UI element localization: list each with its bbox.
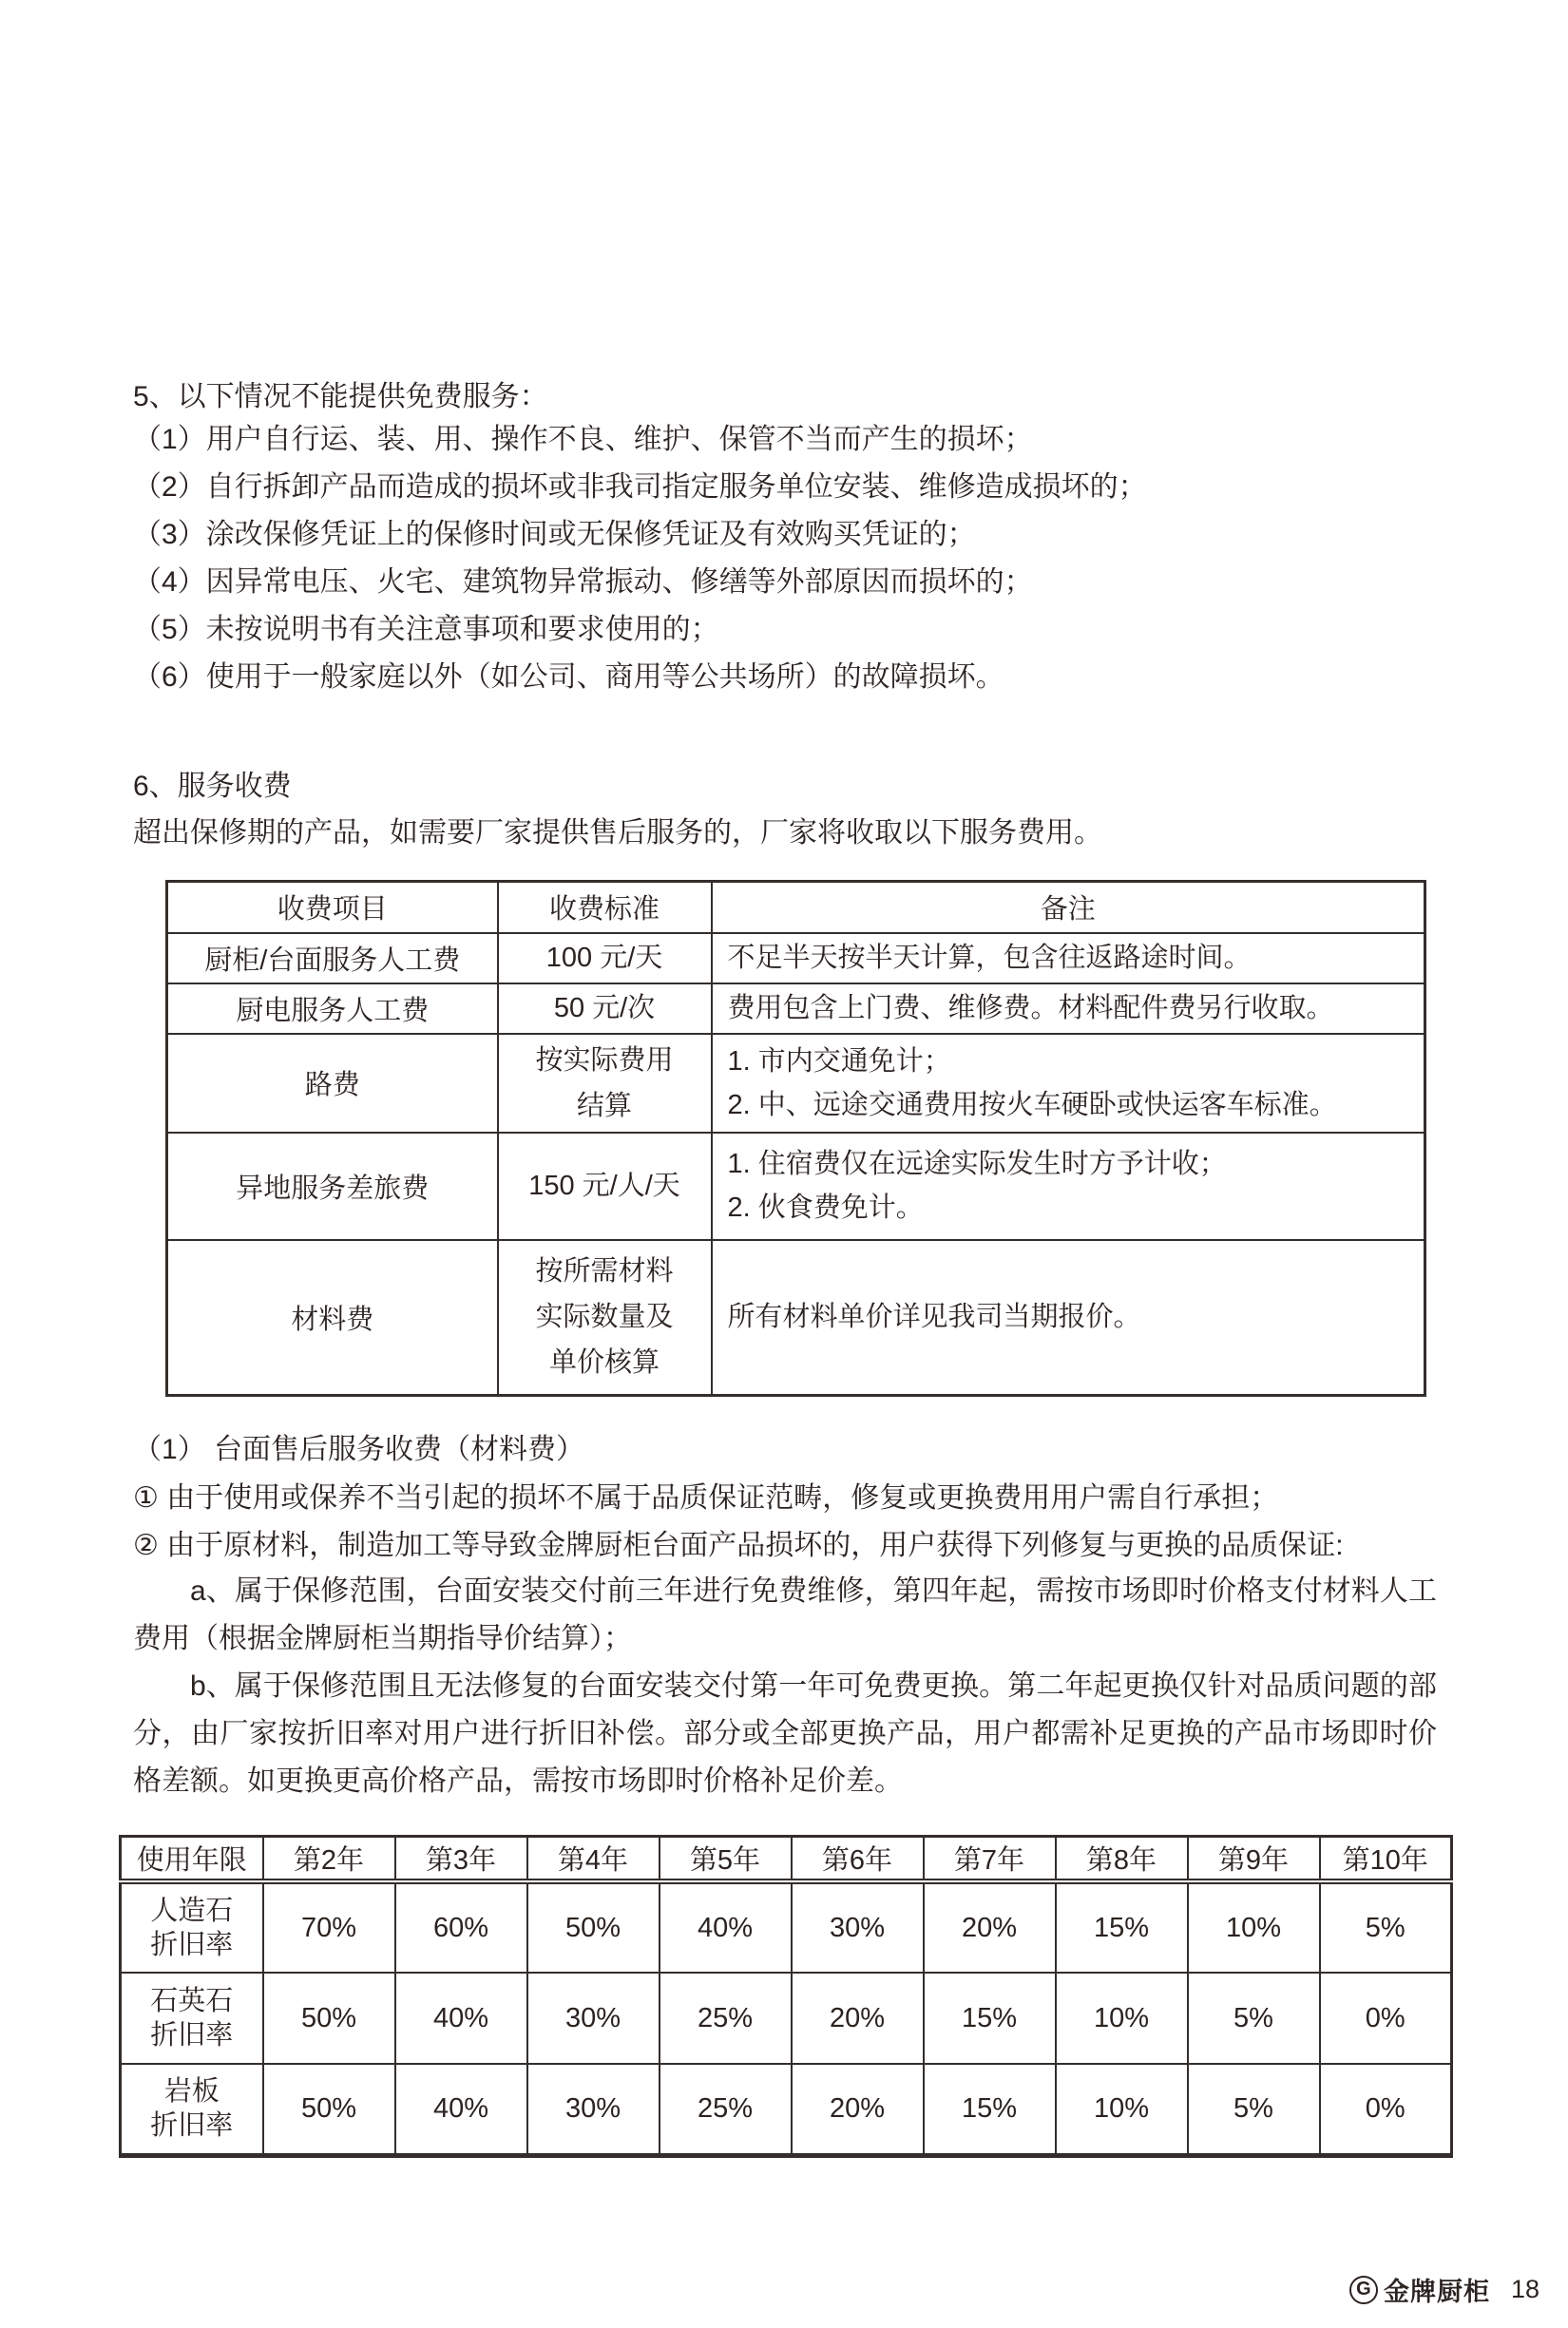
fee-standard-line: 100 元/天	[545, 943, 663, 973]
warranty-paragraphs	[133, 1568, 1437, 1805]
list-item: （1）用户自行运、装、用、操作不良、维护、保管不当而产生的损坏；	[133, 424, 1033, 455]
dep-header-cell: 第8年	[1056, 1837, 1188, 1882]
fee-table-body	[167, 933, 1425, 1396]
subsection-note-1: ① 由于使用或保养不当引起的损坏不属于品质保证范畴，修复或更换费用用户需自行承担；	[133, 1482, 1279, 1514]
dep-header-cell: 第7年	[924, 1837, 1056, 1882]
dep-table-head	[121, 1837, 1452, 1882]
warranty-paragraph: b、属于保修范围且无法修复的台面安装交付第一年可免费更换。第二年起更换仅针对品质问题的部分，由厂家按折旧率对用户进行折旧补偿。部分或全部更换产品，用户都需补足更换的产品市场即时价格差额。如更换更高价格产品，需按市场即时价格补足价差。	[133, 1670, 1437, 1797]
table-row	[167, 983, 1425, 1034]
table-row	[167, 933, 1425, 983]
fee-table-header-row	[167, 882, 1425, 933]
dep-value-cell: 20%	[924, 1881, 1056, 1973]
brand-name: 金牌厨柜	[1383, 2278, 1490, 2306]
dep-header-cell: 第4年	[527, 1837, 660, 1882]
dep-value-cell: 10%	[1056, 2064, 1188, 2155]
dep-value-cell: 5%	[1320, 1881, 1452, 1973]
fee-table-head	[167, 882, 1425, 933]
list-item: （5）未按说明书有关注意事项和要求使用的；	[133, 614, 719, 645]
dep-header-cell: 第5年	[660, 1837, 792, 1882]
fee-standard-cell	[498, 1034, 712, 1133]
dep-header-cell: 第6年	[792, 1837, 924, 1882]
fee-standard-line: 50 元/次	[553, 993, 656, 1023]
fee-note-line: 1. 市内交通免计；	[727, 1045, 951, 1077]
fee-standard-line: 150 元/人/天	[528, 1171, 680, 1201]
dep-label-line: 折旧率	[150, 2020, 234, 2051]
fee-note-line: 2. 伙食费免计。	[727, 1193, 924, 1223]
fee-notes-cell	[712, 1133, 1425, 1240]
dep-value-cell: 0%	[1320, 2064, 1452, 2155]
dep-value-cell: 30%	[527, 2064, 660, 2155]
fee-note-line: 所有材料单价详见我司当期报价。	[727, 1302, 1141, 1333]
depreciation-table	[119, 1835, 1453, 2158]
dep-value-cell: 70%	[263, 1881, 395, 1973]
fee-header-cell: 收费标准	[498, 882, 712, 933]
fee-note-line: 不足半天按半天计算，包含往返路途时间。	[727, 943, 1252, 973]
dep-value-cell: 25%	[660, 2064, 792, 2155]
dep-value-cell: 0%	[1320, 1973, 1452, 2064]
section6-intro: 超出保修期的产品，如需要厂家提供售后服务的，厂家将收取以下服务费用。	[133, 817, 1102, 849]
table-row	[167, 1133, 1425, 1240]
dep-value-cell: 30%	[527, 1973, 660, 2064]
table-row	[121, 1973, 1452, 2064]
fee-header-cell: 收费项目	[167, 882, 498, 933]
dep-value-cell: 25%	[660, 1973, 792, 2064]
fee-item-cell: 厨电服务人工费	[167, 983, 498, 1034]
fee-standard-line: 按所需材料	[535, 1256, 674, 1288]
fee-standard-line: 结算	[576, 1090, 632, 1121]
dep-header-cell: 第2年	[263, 1837, 395, 1882]
list-item: （6）使用于一般家庭以外（如公司、商用等公共场所）的故障损坏。	[133, 661, 1004, 693]
dep-table-body	[121, 1881, 1452, 2155]
dep-header-cell: 第3年	[395, 1837, 527, 1882]
section5-item-list	[133, 416, 1444, 701]
fee-item-cell: 异地服务差旅费	[167, 1133, 498, 1240]
fee-standard-line: 按实际费用	[535, 1044, 674, 1076]
dep-label-line: 岩板	[163, 2076, 220, 2108]
dep-label-line: 人造石	[150, 1896, 234, 1926]
dep-value-cell: 30%	[792, 1881, 924, 1973]
warranty-paragraph: a、属于保修范围，台面安装交付前三年进行免费维修，第四年起，需按市场即时价格支付材料人工费用（根据金牌厨柜当期指导价结算）；	[133, 1575, 1437, 1654]
dep-value-cell: 40%	[395, 2064, 527, 2155]
dep-label-cell	[121, 1973, 263, 2064]
fee-item-cell: 厨柜/台面服务人工费	[167, 933, 498, 983]
list-item: （4）因异常电压、火宅、建筑物异常振动、修缮等外部原因而损坏的；	[133, 566, 1033, 598]
section6-title: 6、服务收费	[133, 771, 292, 802]
fee-item-cell: 路费	[167, 1034, 498, 1133]
fee-item-cell: 材料费	[167, 1240, 498, 1396]
fee-note-line: 1. 住宿费仅在远途实际发生时方予计收；	[727, 1149, 1227, 1179]
subsection-title: （1） 台面售后服务收费（材料费）	[133, 1434, 585, 1465]
dep-header-cell: 使用年限	[121, 1837, 263, 1882]
fee-standard-cell	[498, 1133, 712, 1240]
fee-note-line: 费用包含上门费、维修费。材料配件费另行收取。	[727, 993, 1334, 1023]
dep-value-cell: 60%	[395, 1881, 527, 1973]
dep-value-cell: 15%	[924, 1973, 1056, 2064]
list-item: （3）涂改保修凭证上的保修时间或无保修凭证及有效购买凭证的；	[133, 519, 976, 550]
fee-standard-line: 实际数量及	[535, 1302, 674, 1333]
fee-header-cell: 备注	[712, 882, 1425, 933]
fee-standard-cell	[498, 1240, 712, 1396]
dep-value-cell: 10%	[1188, 1881, 1320, 1973]
fee-standard-cell	[498, 933, 712, 983]
dep-value-cell: 10%	[1056, 1973, 1188, 2064]
dep-value-cell: 20%	[792, 1973, 924, 2064]
page-footer	[1349, 2271, 1539, 2308]
fee-standard-line: 单价核算	[548, 1347, 660, 1379]
page-number: 18	[1510, 2275, 1539, 2303]
fee-notes-cell	[712, 1240, 1425, 1396]
subsection-note-2: ② 由于原材料，制造加工等导致金牌厨柜台面产品损坏的，用户获得下列修复与更换的品质保证:	[133, 1530, 1344, 1561]
dep-header-cell: 第9年	[1188, 1837, 1320, 1882]
dep-value-cell: 50%	[527, 1881, 660, 1973]
dep-value-cell: 15%	[1056, 1881, 1188, 1973]
fee-standard-cell	[498, 983, 712, 1034]
dep-table-header-row	[121, 1837, 1452, 1882]
dep-value-cell: 15%	[924, 2064, 1056, 2155]
table-row	[121, 1881, 1452, 1973]
table-row	[167, 1240, 1425, 1396]
dep-value-cell: 5%	[1188, 2064, 1320, 2155]
dep-label-line: 折旧率	[150, 1930, 234, 1960]
dep-header-cell: 第10年	[1320, 1837, 1452, 1882]
table-row	[121, 2064, 1452, 2155]
fee-notes-cell	[712, 983, 1425, 1034]
dep-label-cell	[121, 1881, 263, 1973]
dep-label-line: 石英石	[150, 1986, 234, 2016]
service-fee-table	[165, 880, 1426, 1397]
dep-value-cell: 50%	[263, 2064, 395, 2155]
fee-note-line: 2. 中、远途交通费用按火车硬卧或快运客车标准。	[727, 1089, 1337, 1120]
fee-notes-cell	[712, 933, 1425, 983]
dep-label-cell	[121, 2064, 263, 2155]
list-item: （2）自行拆卸产品而造成的损坏或非我司指定服务单位安装、维修造成损坏的；	[133, 471, 1147, 503]
section5-title: 5、以下情况不能提供免费服务：	[133, 381, 548, 412]
dep-value-cell: 40%	[660, 1881, 792, 1973]
dep-label-line: 折旧率	[150, 2110, 234, 2142]
dep-value-cell: 20%	[792, 2064, 924, 2155]
brand-logo-icon: G	[1349, 2276, 1378, 2304]
fee-notes-cell	[712, 1034, 1425, 1133]
dep-value-cell: 40%	[395, 1973, 527, 2064]
dep-value-cell: 5%	[1188, 1973, 1320, 2064]
table-row	[167, 1034, 1425, 1133]
dep-value-cell: 50%	[263, 1973, 395, 2064]
